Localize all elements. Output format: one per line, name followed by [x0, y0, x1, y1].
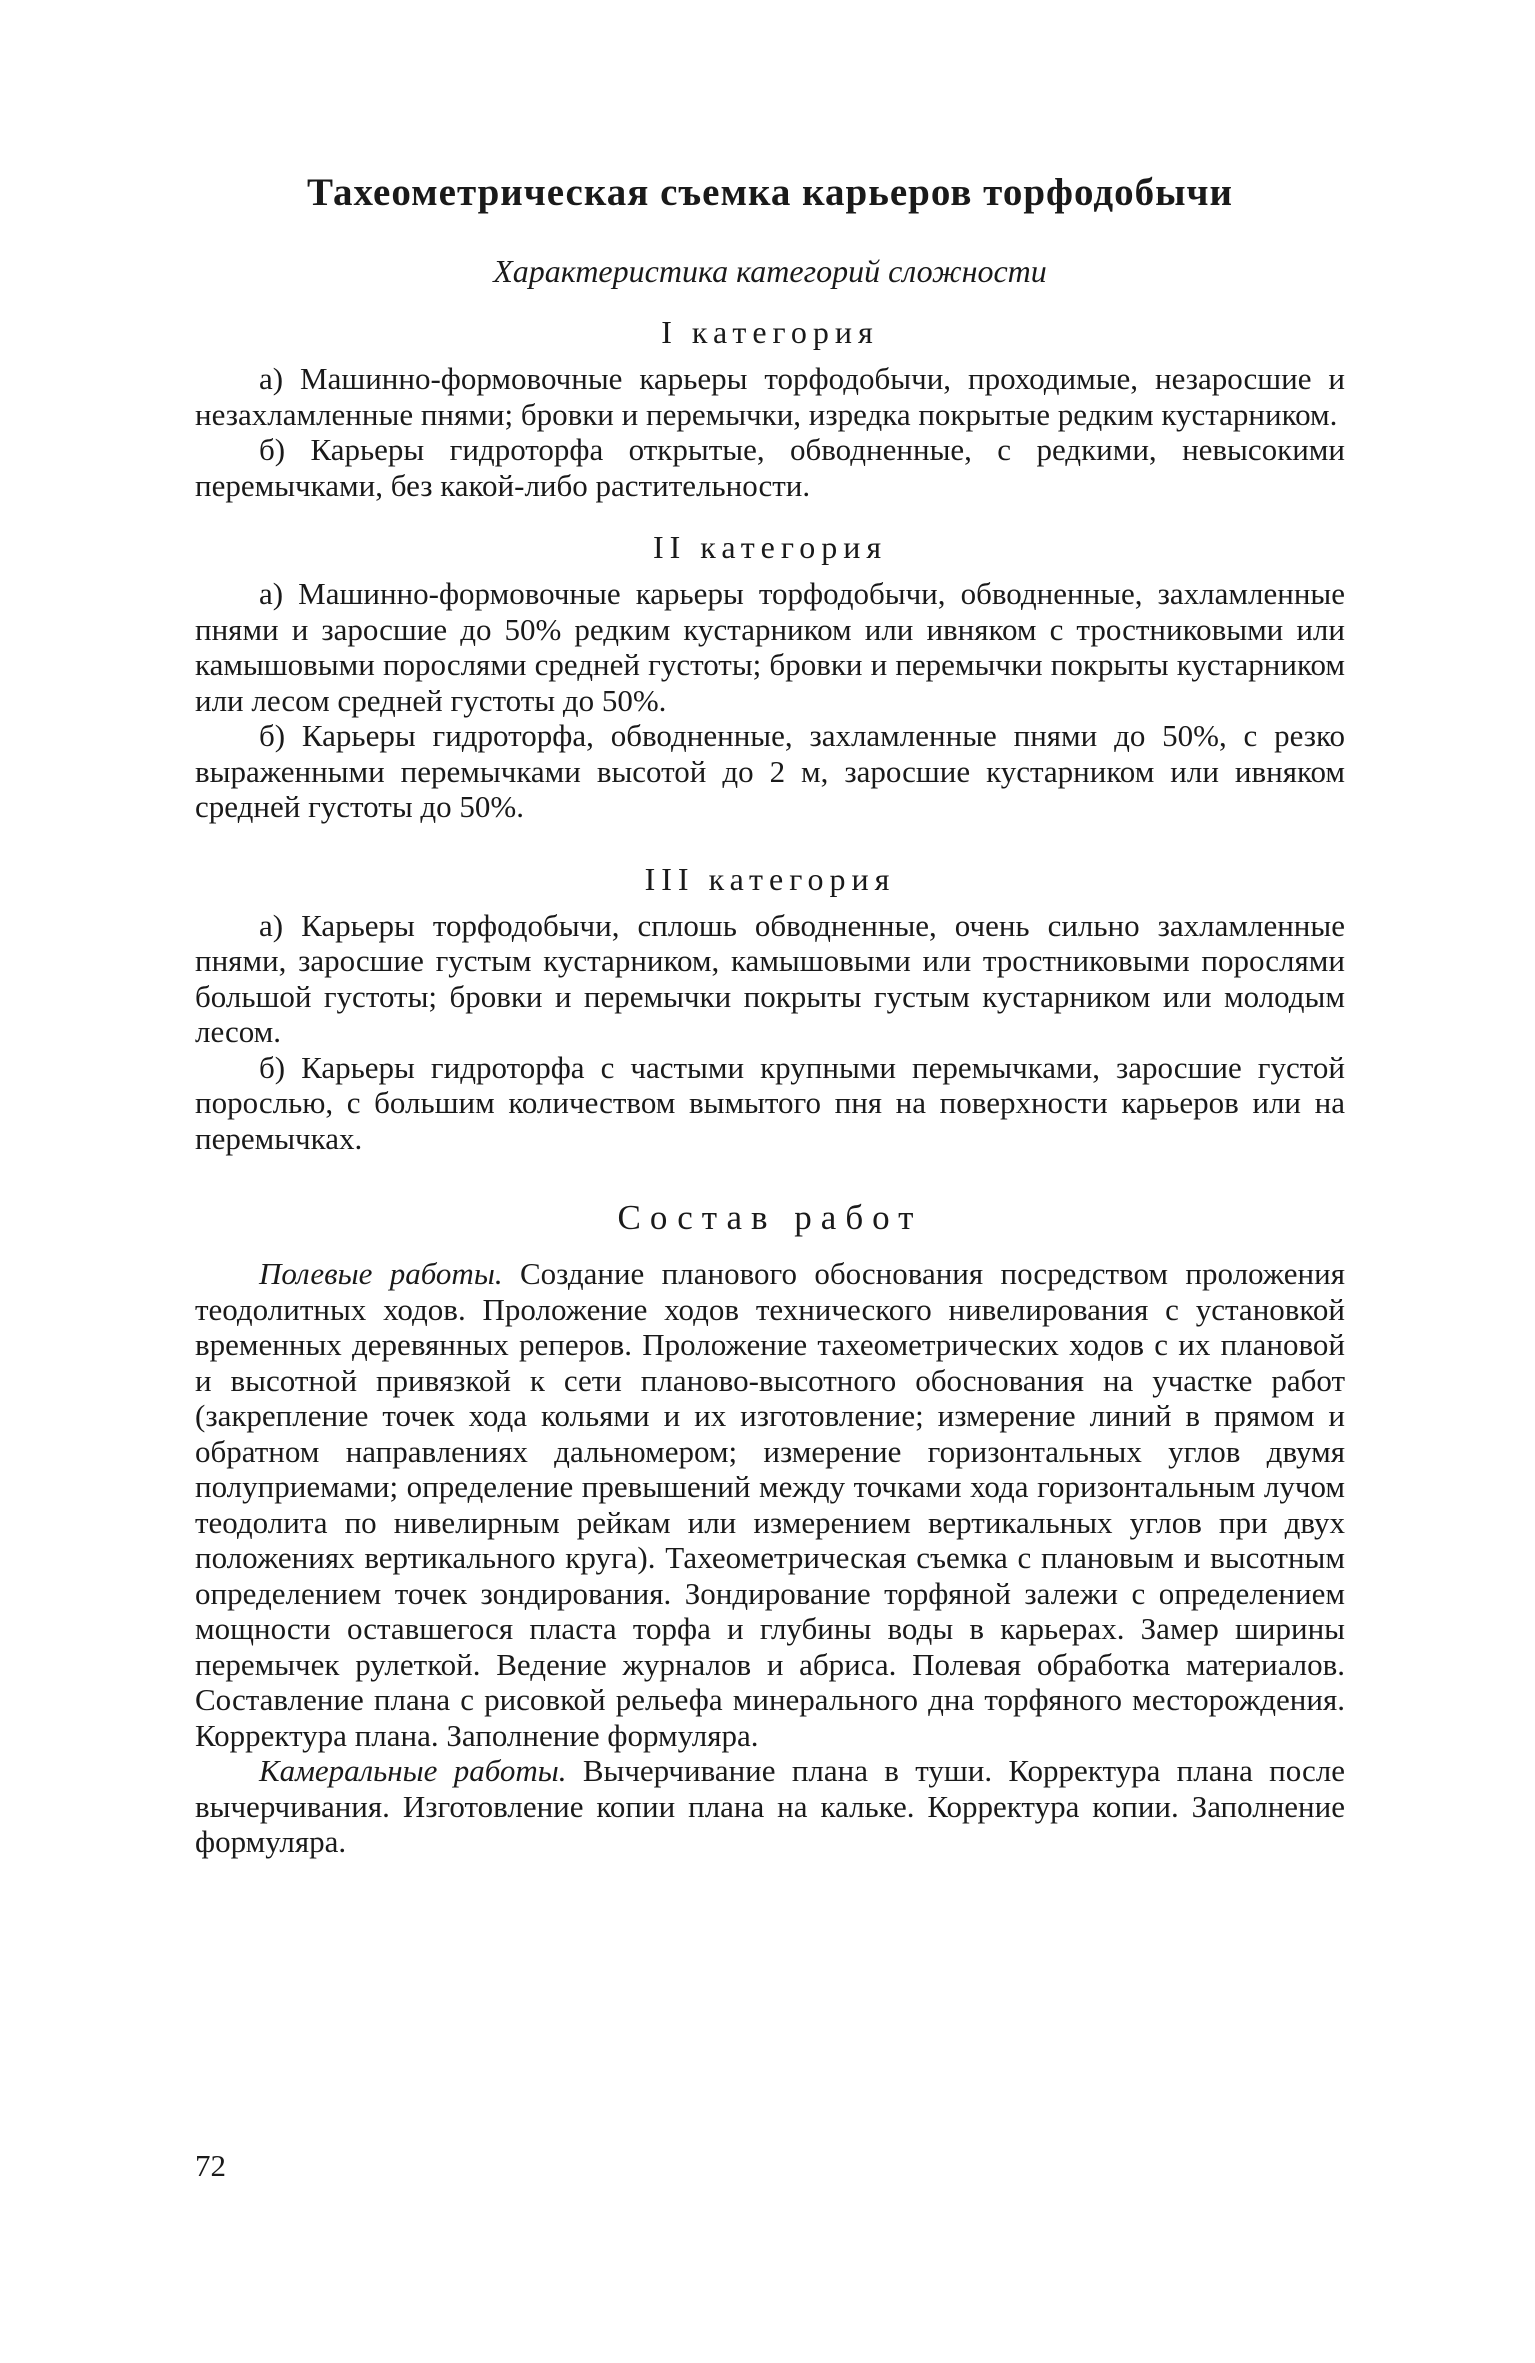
page-subtitle: Характеристика категорий сложности [493, 253, 1047, 289]
office-work-label: Камеральные работы. [259, 1753, 567, 1788]
category-1-heading: I категория [661, 314, 879, 350]
category-2-paragraph-a: а) Машинно-формовочные карьеры торфодобычи, обводненные, захламленные пнями и заросшие до 50% редким кустарником или ивняком с тростниковыми или камышовыми порослями средней густоты; бровки и перемычки покрыты кустарником или лесом средней густоты до 50%. [195, 576, 1345, 718]
category-3-heading: III категория [644, 860, 896, 897]
category-3-paragraph-b: б) Карьеры гидроторфа с частыми крупными перемычками, заросшие густой порослью, с большим количеством вымытого пня на поверхности карьеров или на перемычках. [195, 1049, 1345, 1156]
category-2-paragraph-b: б) Карьеры гидроторфа, обводненные, захламленные пнями до 50%, с резко выраженными перемычками высотой до 2 м, заросшие кустарником или ивняком средней густоты до 50%. [195, 718, 1345, 824]
category-3-paragraph-a: а) Карьеры торфодобычи, сплошь обводненные, очень сильно захламленные пнями, заросшие густым кустарником, камышовыми или тростниковыми порослями большой густоты; бровки и перемычки покрыты густым кустарником или молодым лесом. [195, 907, 1345, 1049]
field-work-label: Полевые работы. [259, 1256, 503, 1291]
document-page [195, 170, 1345, 2270]
page-title: Тахеометрическая съемка карьеров торфодобычи [306, 171, 1234, 214]
field-work-paragraph [195, 1256, 1345, 1753]
page-number: 72 [195, 2148, 226, 2183]
category-1-paragraph-a: а) Машинно-формовочные карьеры торфодобычи, проходимые, незаросшие и незахламленные пнями; бровки и перемычки, изредка покрытые редким кустарником. [195, 361, 1345, 432]
category-1-paragraph-b: б) Карьеры гидроторфа открытые, обводненные, с редкими, невысокими перемычками, без какой-либо растительности. [195, 432, 1345, 503]
category-2-heading: II категория [652, 529, 888, 565]
office-work-paragraph [195, 1753, 1345, 1860]
office-work-text: Вычерчивание плана в туши. Корректура плана после вычерчивания. Изготовление копии плана на кальке. Корректура копии. Заполнение формуляра. [195, 1753, 1345, 1859]
work-composition-heading: Состав работ [617, 1198, 923, 1237]
field-work-text: Создание планового обоснования посредством проложения теодолитных ходов. Проложение ходов технического нивелирования с установкой временных деревянных реперов. Проложение тахеометрических ходов с их плановой и высотной привязкой к сети планово-высотного обоснования на участке работ (закрепление точек хода кольями и их изготовление; измерение линий в прямом и обратном направлениях дальномером; измерение горизонтальных углов двумя полуприемами; определение превышений между точками хода горизонтальным лучом теодолита по нивелирным рейкам или измерением вертикальных углов при двух положениях вертикального круга). Тахеометрическая съемка с плановым и высотным определением точек зондирования. Зондирование торфяной залежи с определением мощности оставшегося пласта торфа и глубины воды в карьерах. Замер ширины перемычек рулеткой. Ведение журналов и абриса. Полевая обработка материалов. Составление плана с рисовкой рельефа минерального дна торфяного месторождения. Корректура плана. Заполнение формуляра. [195, 1256, 1345, 1753]
